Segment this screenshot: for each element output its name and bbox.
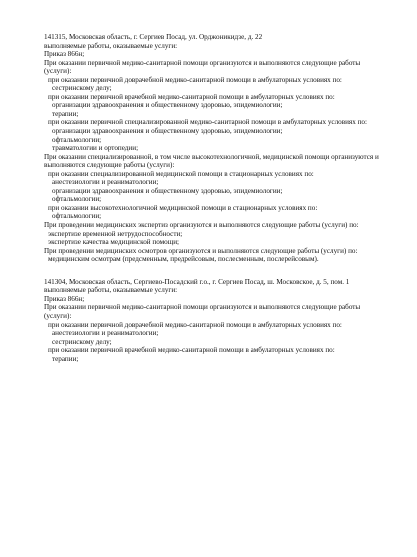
text-line: Приказ 866н;: [44, 50, 85, 59]
text-line: офтальмологии;: [52, 212, 102, 221]
text-line: при оказании специализированной медицинской помощи в стационарных условиях по:: [48, 169, 314, 178]
text-line: экспертизе качества медицинской помощи;: [48, 238, 180, 247]
text-line: При проведении медицинских экспертиз организуются и выполняются следующие работы (услуги) по:: [44, 221, 359, 230]
text-line: При оказании специализированной, в том числе высокотехнологичной, медицинской помощи организуются и выполняются следующие работы (услуги):: [44, 152, 379, 170]
text-line: офтальмологии;: [52, 135, 102, 144]
license-address-section: [44, 33, 384, 264]
text-line: анестезиологии и реаниматологии;: [52, 329, 159, 338]
text-line: организации здравоохранения и общественному здоровью, эпидемиологии;: [52, 101, 283, 110]
address-line: 141304, Московская область, Сергиево-Посадский г.о., г. Сергиев Посад, ш. Московское, д. 5, пом. 1: [44, 277, 350, 286]
text-line: анестезиологии и реаниматологии;: [52, 178, 159, 187]
text-line: экспертизе временной нетрудоспособности;: [48, 229, 183, 238]
text-line: травматологии и ортопедии;: [52, 144, 139, 153]
text-line: при оказании высокотехнологичной медицинской помощи в стационарных условиях по:: [48, 203, 318, 212]
text-line: сестринскому делу;: [52, 337, 112, 346]
text-line: выполняемые работы, оказываемые услуги:: [44, 41, 178, 50]
address-line: 141315, Московская область, г. Сергиев Посад, ул. Орджоникидзе, д. 22: [44, 33, 263, 41]
text-line: организации здравоохранения и общественному здоровью, эпидемиологии;: [52, 186, 283, 195]
text-line: медицинским осмотрам (предсменным, предрейсовым, послесменным, послерейсовым).: [48, 255, 319, 264]
text-line: выполняемые работы, оказываемые услуги:: [44, 286, 178, 295]
text-line: терапии;: [52, 354, 79, 363]
text-line: при оказании первичной доврачебной медико-санитарной помощи в амбулаторных условиях по:: [48, 75, 342, 84]
text-line: сестринскому делу;: [52, 84, 112, 93]
text-line: терапии;: [52, 109, 79, 118]
text-line: офтальмологии;: [52, 195, 102, 204]
text-line: Приказ 866н;: [44, 294, 85, 303]
text-line: При оказании первичной медико-санитарной помощи организуются и выполняются следующие работы (услуги):: [44, 58, 361, 76]
text-line: организации здравоохранения и общественному здоровью, эпидемиологии;: [52, 127, 283, 136]
text-line: при оказании первичной доврачебной медико-санитарной помощи в амбулаторных условиях по:: [48, 320, 342, 329]
text-line: при оказании первичной врачебной медико-санитарной помощи в амбулаторных условиях по:: [48, 346, 335, 355]
text-line: При проведении медицинских осмотров организуются и выполняются следующие работы (услуги) по:: [44, 246, 358, 255]
document-page: [44, 33, 384, 363]
text-line: при оказании первичной специализированной медико-санитарной помощи в амбулаторных условиях по:: [48, 118, 367, 127]
license-address-section: [44, 278, 384, 363]
text-line: При оказании первичной медико-санитарной помощи организуются и выполняются следующие работы (услуги):: [44, 303, 361, 320]
text-line: при оказании первичной врачебной медико-санитарной помощи в амбулаторных условиях по:: [48, 92, 335, 101]
